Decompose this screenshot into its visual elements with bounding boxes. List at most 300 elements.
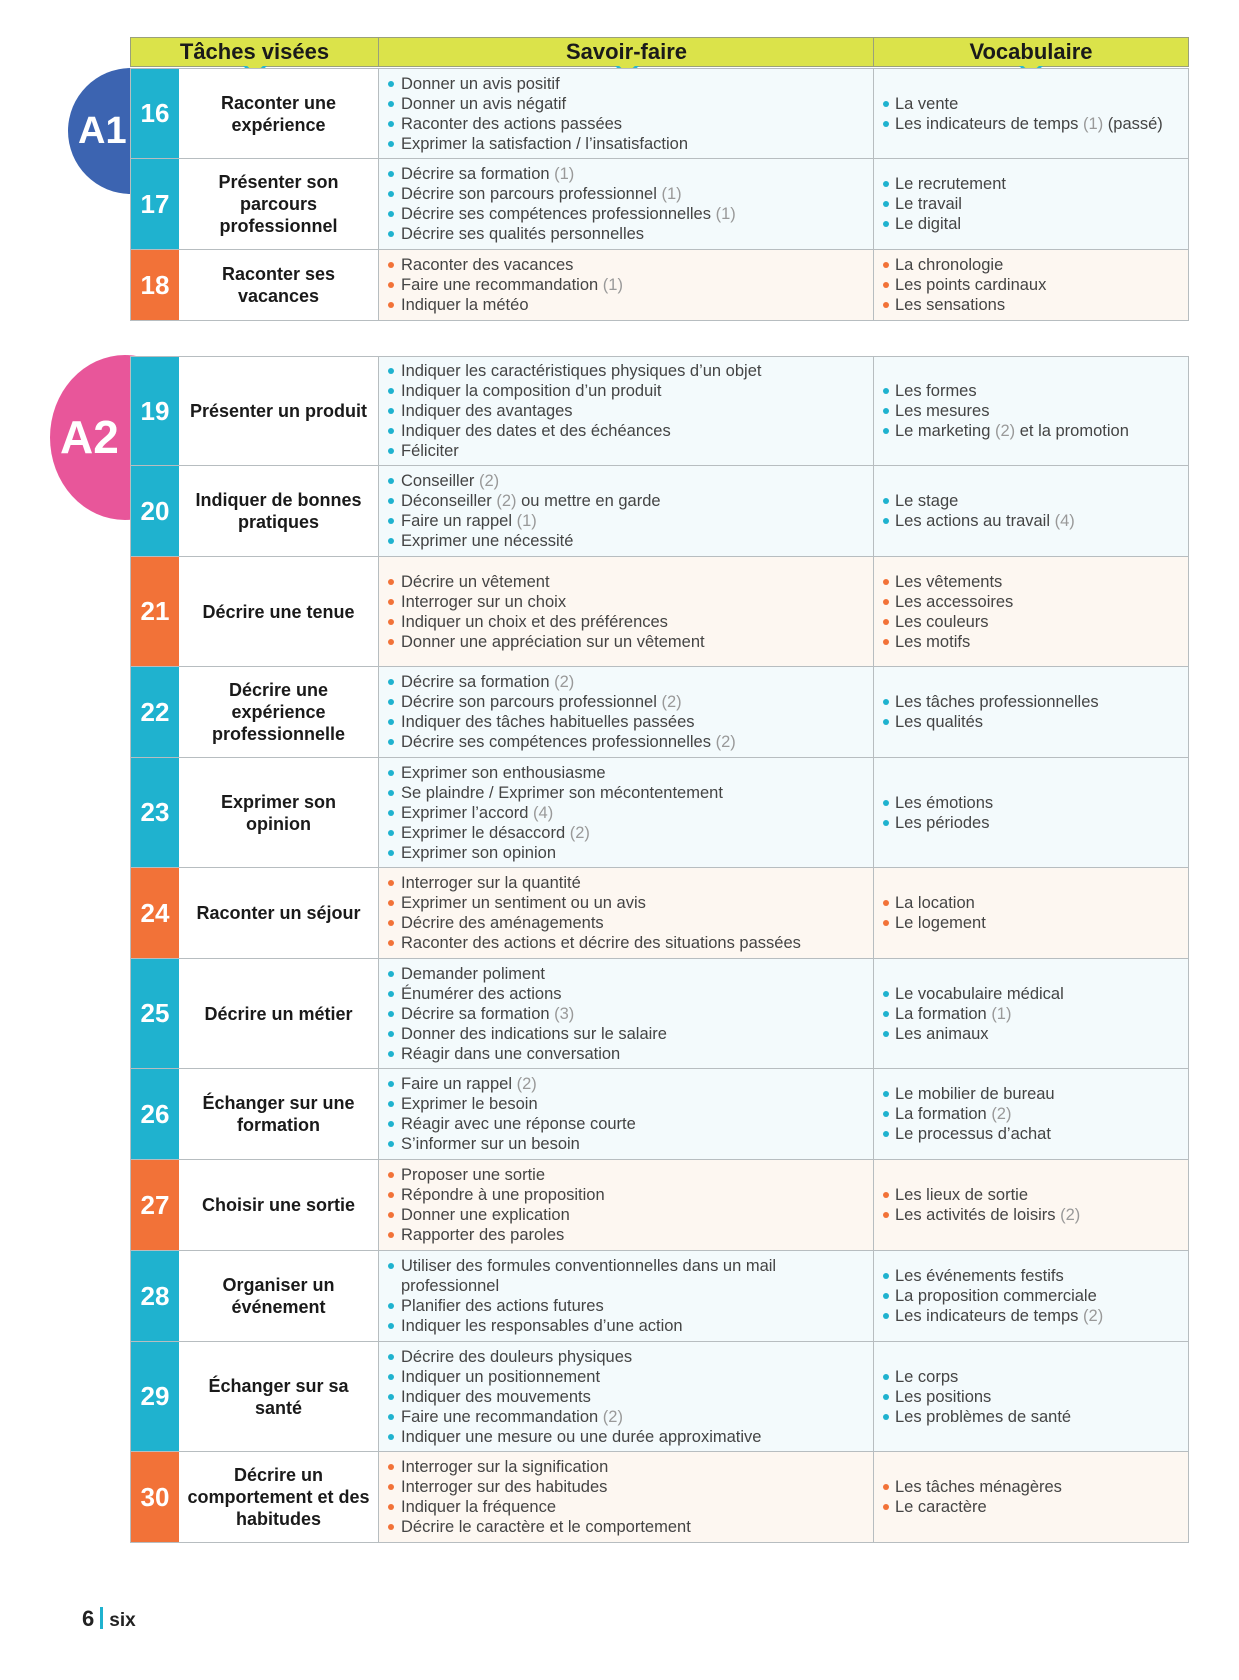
list-item-text: Les lieux de sortie — [895, 1186, 1028, 1204]
bullet-icon — [388, 991, 394, 997]
bullet-icon — [883, 1031, 889, 1037]
bullet-icon — [883, 1111, 889, 1117]
bullet-icon — [883, 428, 889, 434]
list-item-text: Exprimer un sentiment ou un avis — [401, 894, 646, 912]
unit-task: Présenter un produit — [179, 357, 379, 465]
bullet-icon — [883, 518, 889, 524]
list-item-text: Le marketing — [895, 422, 995, 440]
savoir-faire-list — [379, 557, 874, 666]
bullet-icon — [388, 408, 394, 414]
unit-number-text: 23 — [140, 797, 170, 827]
list-item — [882, 421, 1188, 441]
bullet-icon — [388, 1121, 394, 1127]
bullet-icon — [883, 1313, 889, 1319]
unit-number-text: 29 — [140, 1381, 170, 1411]
unit-number — [131, 868, 179, 958]
unit-task: Présenter son parcours professionnel — [179, 159, 379, 249]
list-item-text: Indiquer des mouvements — [401, 1387, 591, 1406]
unit-number — [131, 1069, 179, 1159]
list-item — [401, 164, 873, 184]
table-row — [130, 159, 1189, 250]
unit-number — [131, 557, 179, 666]
unit-number-text: 25 — [140, 998, 170, 1028]
list-item-text: Donner un avis positif — [401, 74, 560, 93]
bullet-icon — [388, 1011, 394, 1017]
list-item-text: Raconter des actions et décrire des situations passées — [401, 934, 801, 952]
list-item-text: Proposer une sortie — [401, 1166, 545, 1184]
list-item — [401, 134, 873, 154]
bullet-icon — [388, 1464, 394, 1470]
bullet-icon — [883, 1192, 889, 1198]
list-item-text: Les indicateurs de temps — [895, 114, 1084, 133]
list-item-text: Les mesures — [895, 402, 990, 420]
savoir-faire-list — [379, 357, 874, 465]
header-savoir-faire-label: Savoir-faire — [565, 39, 688, 64]
bullet-icon — [388, 428, 394, 434]
list-item-text: Décrire sa formation — [401, 673, 555, 691]
list-item-text: Les formes — [895, 382, 977, 400]
list-item — [882, 813, 1188, 833]
list-item — [401, 1477, 873, 1497]
list-item — [401, 295, 873, 315]
savoir-faire-list — [379, 868, 874, 958]
list-item — [882, 255, 1188, 275]
list-item-text: Indiquer une mesure ou une durée approximative — [401, 1427, 762, 1446]
list-item-reference: (2) — [554, 673, 575, 691]
list-item-reference: (3) — [554, 1004, 575, 1023]
bullet-icon — [883, 639, 889, 645]
list-item — [401, 1316, 873, 1336]
list-item-text: Planifier des actions futures — [401, 1297, 604, 1315]
bullet-icon — [388, 719, 394, 725]
list-item-text: La proposition commerciale — [895, 1287, 1097, 1305]
savoir-faire-list — [379, 1251, 874, 1341]
list-item-reference: (2) — [569, 823, 590, 842]
table-row — [130, 1251, 1189, 1342]
unit-task: Organiser un événement — [179, 1251, 379, 1341]
list-item — [401, 1004, 873, 1024]
bullet-icon — [883, 1091, 889, 1097]
list-item-reference: (1) — [715, 205, 736, 223]
bullet-icon — [388, 282, 394, 288]
unit-number-text: 26 — [140, 1098, 170, 1129]
vocabulaire-list — [874, 1251, 1188, 1341]
list-item-text: Décrire ses compétences professionnelles — [401, 205, 716, 223]
list-item — [882, 1084, 1188, 1104]
list-item — [401, 1387, 873, 1407]
bullet-icon — [883, 900, 889, 906]
savoir-faire-list — [379, 758, 874, 867]
header-vocabulaire — [874, 38, 1188, 66]
list-item — [882, 1367, 1188, 1387]
list-item — [401, 1134, 873, 1154]
bullet-icon — [388, 1394, 394, 1400]
list-item — [882, 1124, 1188, 1144]
list-item — [401, 1296, 873, 1316]
bullet-icon — [388, 1051, 394, 1057]
list-item — [401, 1427, 873, 1447]
list-item — [882, 491, 1188, 511]
list-item-text: Exprimer la satisfaction / l’insatisfaction — [401, 134, 689, 153]
list-item — [882, 1497, 1188, 1517]
list-item — [401, 224, 873, 244]
list-item-text: La chronologie — [895, 256, 1004, 274]
list-item-text: Le recrutement — [895, 175, 1006, 193]
list-item-text: Le corps — [895, 1367, 959, 1386]
bullet-icon — [388, 1414, 394, 1420]
list-item — [401, 421, 873, 441]
list-item-text: Faire une recommandation — [401, 1407, 603, 1426]
list-item-text: Exprimer son enthousiasme — [401, 763, 606, 782]
bullet-icon — [883, 221, 889, 227]
level-a1-badge: A1 — [68, 68, 194, 194]
list-item-text: Le processus d’achat — [895, 1125, 1051, 1143]
bullet-icon — [388, 1374, 394, 1380]
list-item — [401, 401, 873, 421]
unit-number — [131, 959, 179, 1068]
bullet-icon — [883, 388, 889, 394]
list-item-text: Donner une appréciation sur un vêtement — [401, 632, 705, 651]
list-item — [401, 94, 873, 114]
unit-number — [131, 357, 179, 465]
savoir-faire-list — [379, 159, 874, 249]
unit-task: Indiquer de bonnes pratiques — [179, 466, 379, 556]
list-item — [401, 763, 873, 783]
list-item-text: Les couleurs — [895, 612, 989, 631]
list-item-text: La location — [895, 894, 975, 912]
list-item-text: Indiquer des avantages — [401, 402, 573, 420]
list-item-text: Indiquer des dates et des échéances — [401, 422, 671, 440]
list-item — [882, 1286, 1188, 1306]
list-item — [882, 692, 1188, 712]
bullet-icon — [388, 1524, 394, 1530]
list-item — [882, 1407, 1188, 1427]
table-row — [130, 667, 1189, 758]
list-item-text: Décrire son parcours professionnel — [401, 693, 662, 711]
bullet-icon — [388, 518, 394, 524]
unit-task: Raconter une expérience — [179, 69, 379, 158]
list-item-text: Les activités de loisirs — [895, 1206, 1061, 1224]
bullet-icon — [883, 121, 889, 127]
list-item — [401, 843, 873, 863]
bullet-icon — [388, 101, 394, 107]
list-item — [401, 491, 873, 511]
list-item — [401, 692, 873, 712]
vocabulaire-list — [874, 959, 1188, 1068]
list-item-text: Réagir avec une réponse courte — [401, 1115, 636, 1133]
list-item-text: Raconter des actions passées — [401, 114, 623, 133]
bullet-icon — [388, 1232, 394, 1238]
bullet-icon — [388, 599, 394, 605]
bullet-icon — [388, 302, 394, 308]
list-item-reference: (2) ou mettre en garde — [496, 492, 661, 510]
list-item — [401, 1185, 873, 1205]
unit-task: Exprimer son opinion — [179, 758, 379, 867]
bullet-icon — [388, 1101, 394, 1107]
bullet-icon — [388, 971, 394, 977]
list-item-text: Les accessoires — [895, 592, 1014, 611]
list-item — [882, 381, 1188, 401]
savoir-faire-list — [379, 959, 874, 1068]
list-item-text: Se plaindre / Exprimer son mécontentement — [401, 783, 723, 802]
list-item — [882, 1266, 1188, 1286]
bullet-icon — [883, 800, 889, 806]
unit-task: Décrire un comportement et des habitudes — [179, 1452, 379, 1542]
list-item-text: Le vocabulaire médical — [895, 984, 1064, 1003]
unit-number-text: 21 — [140, 596, 170, 626]
list-item — [401, 913, 873, 933]
list-item-text: Exprimer le désaccord — [401, 823, 570, 842]
list-item — [401, 114, 873, 134]
bullet-icon — [883, 1212, 889, 1218]
savoir-faire-list — [379, 1160, 874, 1250]
unit-number — [131, 758, 179, 867]
list-item-reference: (2) — [1083, 1307, 1104, 1325]
list-item-text: Utiliser des formules conventionnelles dans un mail professionnel — [401, 1257, 777, 1295]
table-row — [130, 557, 1189, 667]
list-item-text: Le mobilier de bureau — [895, 1085, 1055, 1103]
bullet-icon — [388, 1192, 394, 1198]
bullet-icon — [388, 262, 394, 268]
list-item-text: Réagir dans une conversation — [401, 1044, 621, 1063]
unit-number — [131, 1342, 179, 1451]
list-item-text: Exprimer une nécessité — [401, 532, 574, 550]
list-item-reference: (2) — [516, 1075, 537, 1093]
bullet-icon — [883, 1011, 889, 1017]
list-item — [882, 511, 1188, 531]
list-item — [401, 612, 873, 632]
list-item — [882, 401, 1188, 421]
list-item-text: Les animaux — [895, 1024, 989, 1043]
list-item-text: Indiquer les caractéristiques physiques d’un objet — [401, 362, 762, 380]
bullet-icon — [388, 1212, 394, 1218]
list-item-text: Indiquer un choix et des préférences — [401, 612, 668, 631]
list-item — [401, 471, 873, 491]
table-row — [130, 1342, 1189, 1452]
list-item — [401, 361, 873, 381]
bullet-icon — [388, 1031, 394, 1037]
list-item-reference: (2) — [478, 472, 500, 490]
list-item-reference: (1) (passé) — [1083, 114, 1163, 133]
bullet-icon — [388, 770, 394, 776]
bullet-icon — [388, 1354, 394, 1360]
savoir-faire-list — [379, 667, 874, 757]
savoir-faire-list — [379, 1069, 874, 1159]
bullet-icon — [388, 850, 394, 856]
list-item-text: Raconter des vacances — [401, 256, 574, 274]
list-item-reference: (2) — [715, 733, 736, 751]
list-item — [882, 632, 1188, 652]
table-row — [130, 868, 1189, 959]
list-item — [401, 1407, 873, 1427]
list-item — [401, 255, 873, 275]
bullet-icon — [388, 211, 394, 217]
page-word: six — [109, 1610, 136, 1631]
list-item — [401, 204, 873, 224]
list-item-text: Indiquer la météo — [401, 296, 529, 314]
list-item — [882, 295, 1188, 315]
list-item — [401, 275, 873, 295]
list-item-text: Le travail — [895, 195, 962, 213]
list-item — [401, 74, 873, 94]
bullet-icon — [388, 940, 394, 946]
header-savoir-faire — [379, 38, 874, 66]
vocabulaire-list — [874, 557, 1188, 666]
page-number: 6 — [82, 1606, 95, 1631]
vocabulaire-list — [874, 250, 1188, 320]
vocabulaire-list — [874, 1342, 1188, 1451]
vocabulaire-list — [874, 1160, 1188, 1250]
bullet-icon — [388, 1504, 394, 1510]
list-item — [401, 184, 873, 204]
bullet-icon — [883, 820, 889, 826]
list-item-text: Décrire ses compétences professionnelles — [401, 733, 716, 751]
list-item-text: Les indicateurs de temps — [895, 1307, 1084, 1325]
list-item-reference: (2) et la promotion — [994, 422, 1129, 440]
list-item — [401, 893, 873, 913]
bullet-icon — [883, 1484, 889, 1490]
list-item — [401, 1094, 873, 1114]
table-row — [130, 250, 1189, 321]
list-item-text: Les tâches professionnelles — [895, 693, 1099, 711]
bullet-icon — [388, 679, 394, 685]
list-item — [401, 511, 873, 531]
list-item-text: Faire une recommandation — [401, 276, 603, 294]
level-a2-badge: A2 — [50, 355, 200, 520]
bullet-icon — [883, 579, 889, 585]
list-item-text: Déconseiller — [401, 492, 497, 510]
bullet-icon — [388, 448, 394, 454]
vocabulaire-list — [874, 69, 1188, 158]
list-item — [401, 984, 873, 1004]
unit-number-text: 16 — [140, 98, 170, 128]
list-item-text: Décrire ses qualités personnelles — [401, 225, 645, 243]
list-item — [401, 1074, 873, 1094]
unit-number — [131, 1160, 179, 1250]
unit-number — [131, 1452, 179, 1542]
list-item — [401, 1367, 873, 1387]
list-item — [401, 572, 873, 592]
list-item-text: Faire un rappel — [401, 1075, 517, 1093]
list-item — [882, 1004, 1188, 1024]
table-row — [130, 1069, 1189, 1160]
list-item — [401, 632, 873, 652]
bullet-icon — [883, 101, 889, 107]
list-item-reference: (4) — [1054, 512, 1075, 530]
unit-task: Décrire une tenue — [179, 557, 379, 666]
list-item — [882, 1205, 1188, 1225]
unit-number-text: 30 — [140, 1481, 170, 1512]
unit-number — [131, 1251, 179, 1341]
list-item-reference: (2) — [1060, 1206, 1081, 1224]
list-item-reference: (1) — [602, 276, 623, 294]
bullet-icon — [883, 181, 889, 187]
list-item-text: La formation — [895, 1105, 992, 1123]
bullet-icon — [388, 121, 394, 127]
bullet-icon — [883, 408, 889, 414]
list-item — [882, 1387, 1188, 1407]
list-item — [401, 712, 873, 732]
vocabulaire-list — [874, 357, 1188, 465]
list-item-text: Donner une explication — [401, 1206, 570, 1224]
list-item-text: Répondre à une proposition — [401, 1186, 605, 1204]
list-item-text: Rapporter des paroles — [401, 1226, 565, 1244]
bullet-icon — [883, 302, 889, 308]
vocabulaire-list — [874, 758, 1188, 867]
bullet-icon — [388, 171, 394, 177]
list-item-reference: (1) — [661, 185, 682, 203]
list-item-text: Féliciter — [401, 442, 459, 460]
page-footer — [82, 1606, 136, 1632]
unit-number — [131, 250, 179, 320]
list-item-reference: (2) — [991, 1105, 1012, 1123]
list-item-text: Indiquer des tâches habituelles passées — [401, 713, 695, 731]
unit-number-text: 22 — [140, 696, 170, 727]
list-item — [882, 275, 1188, 295]
table-row — [130, 959, 1189, 1069]
list-item — [401, 531, 873, 551]
unit-task: Raconter ses vacances — [179, 250, 379, 320]
list-item — [401, 933, 873, 953]
bullet-icon — [883, 920, 889, 926]
savoir-faire-list — [379, 1452, 874, 1542]
table-row — [130, 758, 1189, 868]
footer-divider — [100, 1607, 103, 1629]
list-item-text: Interroger sur des habitudes — [401, 1478, 608, 1496]
list-item-text: Le logement — [895, 914, 986, 932]
savoir-faire-list — [379, 69, 874, 158]
table-row — [130, 68, 1189, 159]
bullet-icon — [388, 478, 394, 484]
list-item — [401, 1497, 873, 1517]
bullet-icon — [388, 639, 394, 645]
list-item — [401, 732, 873, 752]
table-row — [130, 466, 1189, 557]
list-item — [882, 612, 1188, 632]
unit-number — [131, 667, 179, 757]
table-row — [130, 356, 1189, 466]
list-item — [401, 381, 873, 401]
bullet-icon — [388, 1434, 394, 1440]
header-vocabulaire-label: Vocabulaire — [969, 39, 1093, 64]
list-item — [882, 114, 1188, 134]
list-item-text: Le stage — [895, 492, 959, 510]
header-taches — [131, 38, 378, 66]
unit-number-text: 20 — [140, 495, 170, 526]
unit-number-text: 18 — [140, 269, 170, 300]
list-item-text: Les motifs — [895, 632, 971, 651]
list-item — [401, 1457, 873, 1477]
list-item-text: Le digital — [895, 215, 962, 233]
unit-task: Échanger sur une formation — [179, 1069, 379, 1159]
list-item-reference: (2) — [661, 693, 682, 711]
list-item — [882, 592, 1188, 612]
list-item-reference: (1) — [991, 1004, 1012, 1023]
list-item — [401, 1044, 873, 1064]
unit-number-text: 24 — [140, 897, 170, 928]
bullet-icon — [388, 1081, 394, 1087]
list-item-text: Conseiller — [401, 472, 479, 490]
bullet-icon — [883, 699, 889, 705]
bullet-icon — [388, 191, 394, 197]
savoir-faire-list — [379, 250, 874, 320]
list-item-text: La formation — [895, 1004, 992, 1023]
list-item-text: Les sensations — [895, 296, 1006, 314]
list-item-text: Décrire le caractère et le comportement — [401, 1518, 691, 1536]
list-item — [882, 94, 1188, 114]
bullet-icon — [883, 1374, 889, 1380]
bullet-icon — [883, 282, 889, 288]
